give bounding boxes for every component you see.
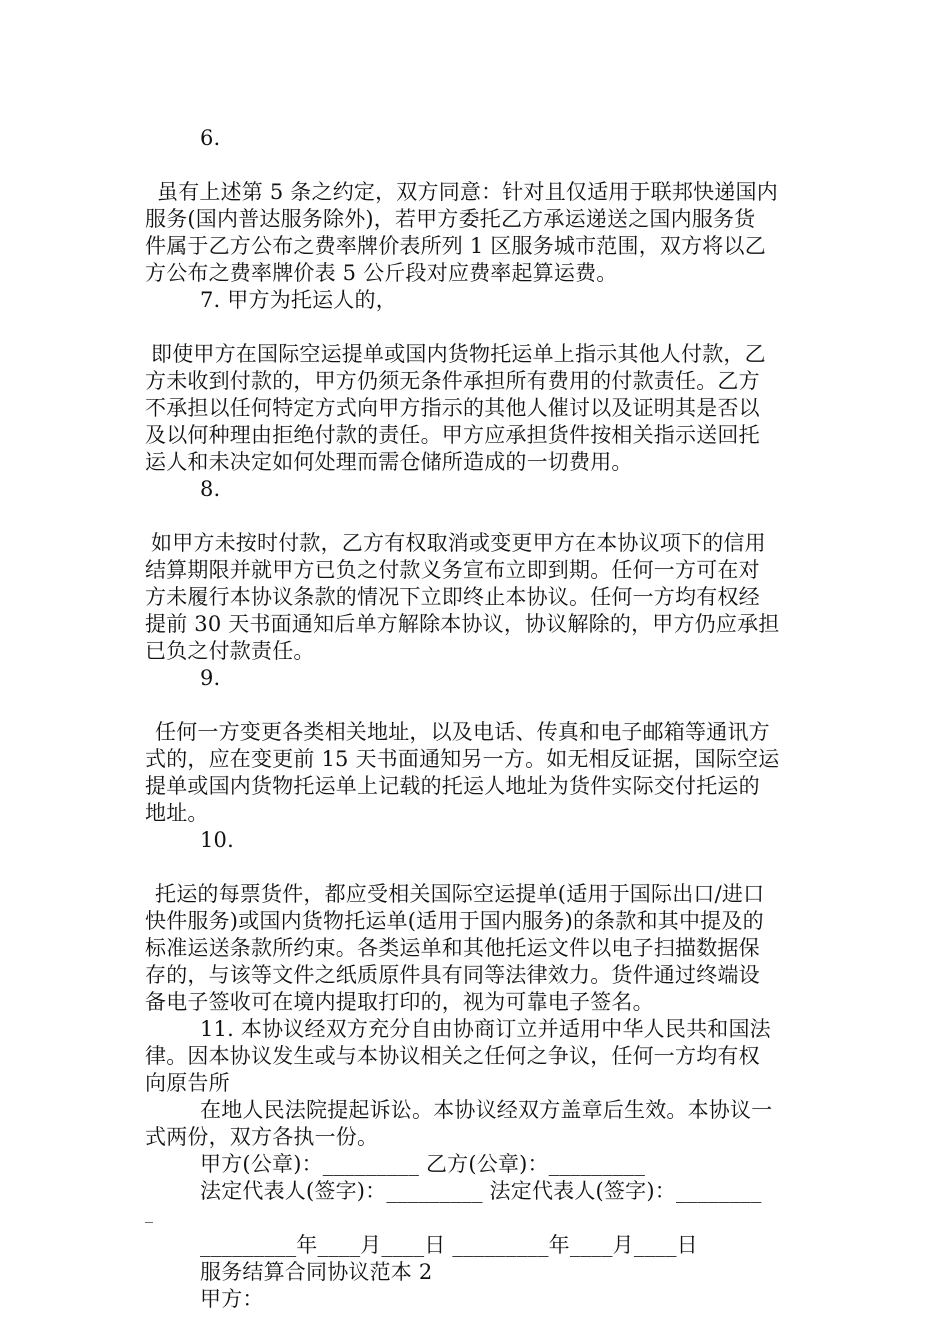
clause-9-line: 提单或国内货物托运单上记载的托运人地址为货件实际交付托运的 <box>145 774 760 798</box>
clause-8-line: 方未履行本协议条款的情况下立即终止本协议。任何一方均有权经 <box>145 585 760 609</box>
signature-representative-line: 法定代表人(签字)：_________ 法定代表人(签字)：________ <box>200 1179 762 1203</box>
clause-7-line: 及以何种理由拒绝付款的责任。甲方应承担货件按相关指示送回托 <box>145 423 760 447</box>
clause-6-line: 件属于乙方公布之费率牌价表所列 1 区服务城市范围，双方将以乙 <box>145 234 766 258</box>
clause-8-line: 结算期限并就甲方已负之付款义务宣布立即到期。任何一方可在对 <box>145 558 760 582</box>
clause-7-line: 运人和未决定如何处理而需仓储所造成的一切费用。 <box>145 450 633 474</box>
clause-6-line: 方公布之费率牌价表 5 公斤段对应费率起算运费。 <box>145 261 618 285</box>
signature-date-line: _________年____月____日 _________年____月____日 <box>200 1233 698 1257</box>
clause-9-line: 任何一方变更各类相关地址，以及电话、传真和电子邮箱等通讯方 <box>155 720 770 744</box>
clause-8-line: 如甲方未按时付款，乙方有权取消或变更甲方在本协议项下的信用 <box>151 531 766 555</box>
clause-8-number: 8. <box>200 477 221 501</box>
clause-9-number: 9. <box>200 666 221 690</box>
clause-10-line: 存的，与该等文件之纸质原件具有同等法律效力。货件通过终端设 <box>145 963 760 987</box>
clause-10-number: 10. <box>200 828 234 852</box>
clause-11-line: 向原告所 <box>145 1071 230 1095</box>
clause-11-line: 律。因本协议发生或与本协议相关之任何之争议，任何一方均有权 <box>145 1044 760 1068</box>
clause-10-line: 标准运送条款所约束。各类运单和其他托运文件以电子扫描数据保 <box>145 936 760 960</box>
clause-9-line: 式的，应在变更前 15 天书面通知另一方。如无相反证据，国际空运 <box>145 747 780 771</box>
clause-7-line: 即使甲方在国际空运提单或国内货物托运单上指示其他人付款，乙 <box>151 342 766 366</box>
clause-10-line: 托运的每票货件，都应受相关国际空运提单(适用于国际出口/进口 <box>155 882 765 906</box>
next-party-a-label: 甲方： <box>200 1287 264 1311</box>
clause-6-number: 6. <box>200 126 221 150</box>
clause-11-first-line: 11. 本协议经双方充分自由协商订立并适用中华人民共和国法 <box>200 1017 771 1041</box>
signature-seal-line: 甲方(公章)：_________ 乙方(公章)：_________ <box>200 1152 646 1176</box>
clause-10-line: 快件服务)或国内货物托运单(适用于国内服务)的条款和其中提及的 <box>145 909 764 933</box>
clause-7-line: 方未收到付款的，甲方仍须无条件承担所有费用的付款责任。乙方 <box>145 369 760 393</box>
clause-6-line: 虽有上述第 5 条之约定，双方同意：针对且仅适用于联邦快递国内 <box>157 180 778 204</box>
clause-11-cont-line: 在地人民法院提起诉讼。本协议经双方盖章后生效。本协议一 <box>200 1098 773 1122</box>
clause-7-line: 不承担以任何特定方式向甲方指示的其他人催讨以及证明其是否以 <box>145 396 760 420</box>
next-agreement-title: 服务结算合同协议范本 2 <box>200 1260 433 1284</box>
clause-11-cont-line: 式两份，双方各执一份。 <box>145 1125 379 1149</box>
clause-6-line: 服务(国内普达服务除外)，若甲方委托乙方承运递送之国内服务货 <box>145 207 756 231</box>
clause-8-line: 已负之付款责任。 <box>145 639 315 663</box>
clause-10-line: 备电子签收可在境内提取打印的，视为可靠电子签名。 <box>145 990 654 1014</box>
signature-overflow-mark: _ <box>145 1204 154 1223</box>
clause-9-line: 地址。 <box>145 801 209 825</box>
clause-7-heading: 7. 甲方为托运人的， <box>200 288 397 312</box>
clause-8-line: 提前 30 天书面通知后单方解除本协议，协议解除的，甲方仍应承担 <box>145 612 780 636</box>
